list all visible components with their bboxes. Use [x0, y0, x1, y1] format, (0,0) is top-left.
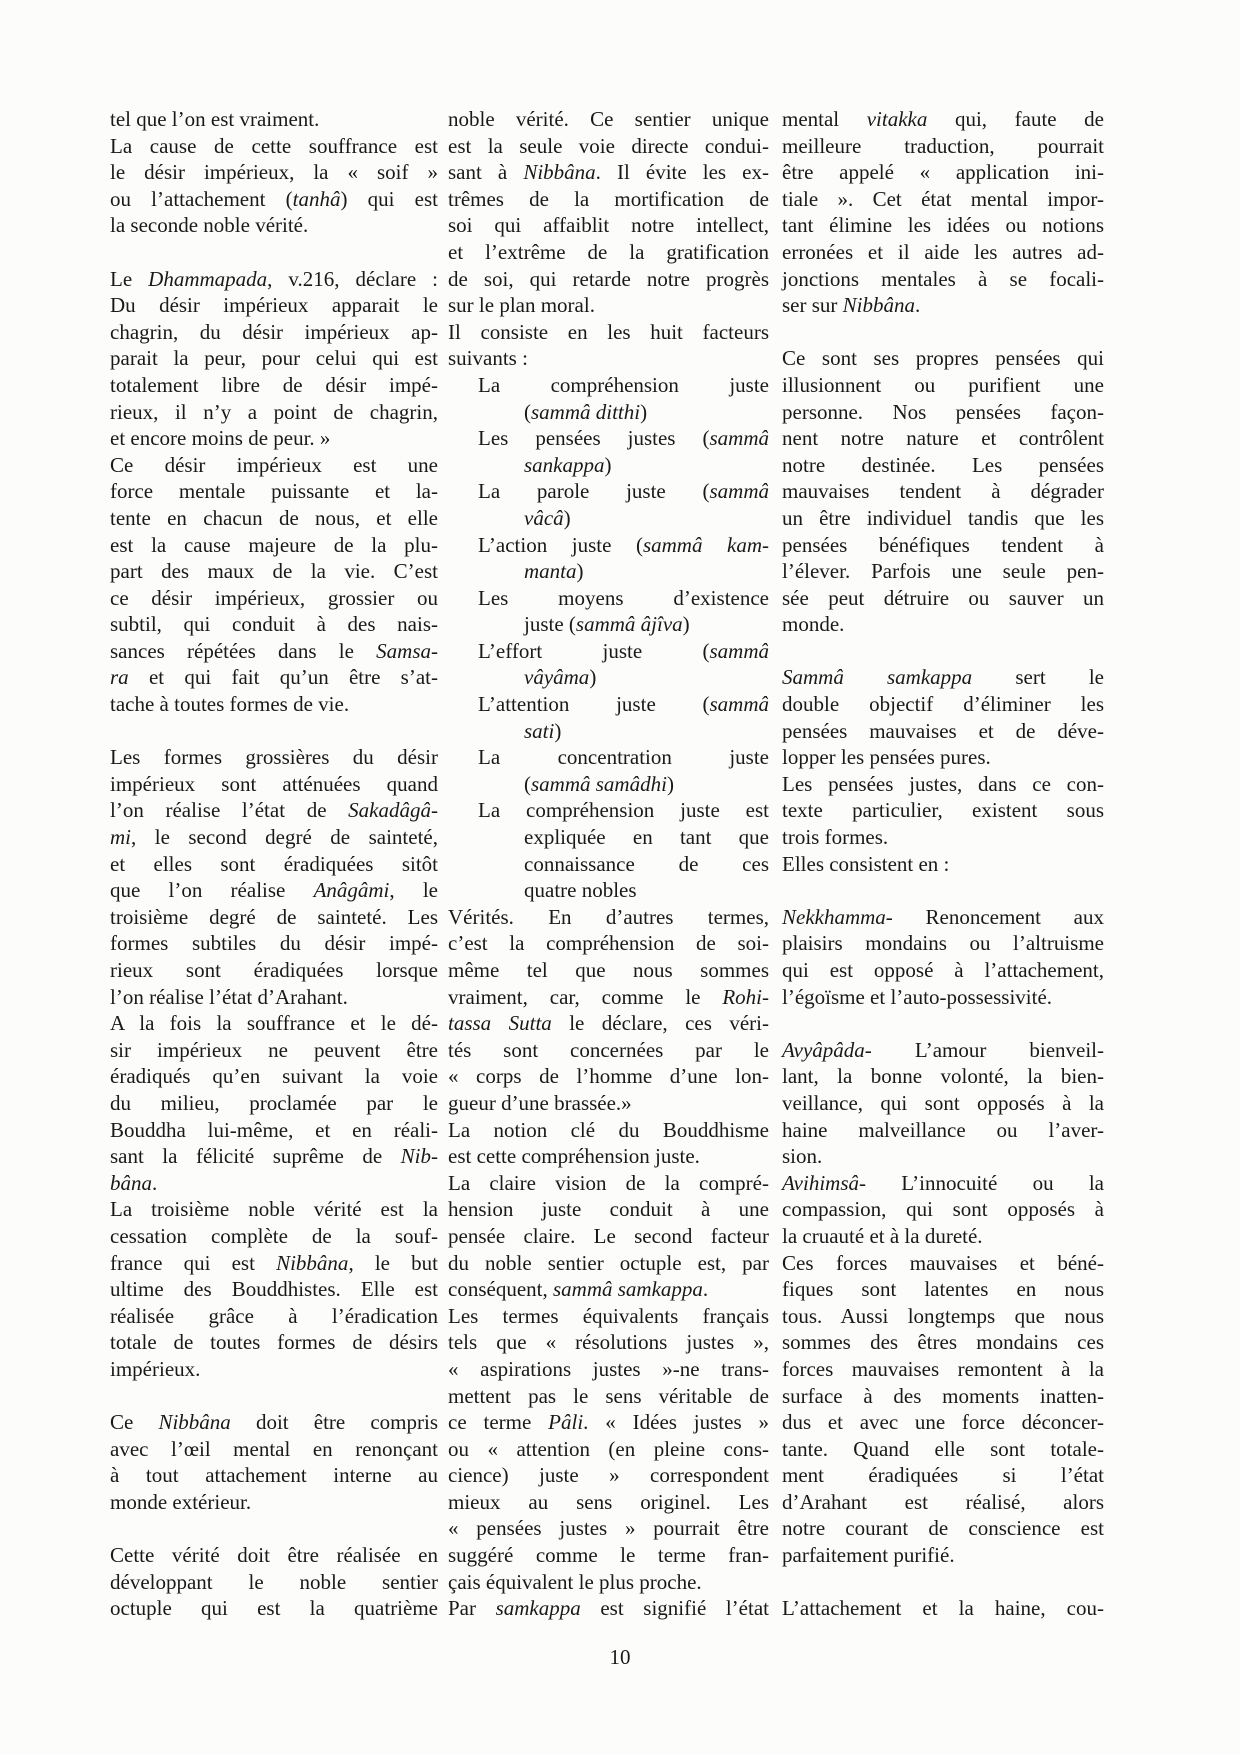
text-line: compassion, qui sont opposés à — [782, 1197, 1104, 1222]
text-line: Avyâpâda- L’amour bienveil- — [782, 1037, 1104, 1062]
text-line: et encore moins de peur. » — [110, 426, 331, 451]
text-line: Par samkappa est signifié l’état — [448, 1596, 769, 1621]
text-line: pensée claire. Le second facteur — [448, 1223, 769, 1248]
text-line: Ce sont ses propres pensées qui — [782, 346, 1104, 371]
text-line: (sammâ samâdhi) — [524, 771, 674, 796]
text-line: sir impérieux ne peuvent être — [110, 1037, 438, 1062]
text-line: La notion clé du Bouddhisme — [448, 1117, 769, 1142]
text-line: ou « attention (en pleine cons- — [448, 1436, 769, 1461]
text-line: troisième degré de sainteté. Les — [110, 904, 438, 929]
text-line: tés sont concernées par le — [448, 1037, 769, 1062]
text-line: Avihimsâ- L’innocuité ou la — [782, 1170, 1104, 1195]
text-line: La cause de cette souffrance est — [110, 133, 438, 158]
text-line: jonctions mentales à se focali- — [782, 266, 1104, 291]
text-line: sankappa) — [524, 452, 612, 477]
text-line: même tel que nous sommes — [448, 958, 769, 982]
text-line: impérieux sont atténuées quand — [110, 771, 438, 796]
text-line: Nekkhamma- Renoncement aux — [782, 904, 1104, 929]
text-line: être appelé « application ini- — [782, 160, 1104, 185]
text-line: plaisirs mondains ou l’altruisme — [782, 931, 1104, 956]
text-line: ser sur Nibbâna. — [782, 293, 921, 318]
text-line: L’attachement et la haine, cou- — [782, 1596, 1104, 1621]
blank-line — [782, 319, 1104, 346]
text-line: Les pensées justes (sammâ — [478, 426, 769, 451]
text-line: Les pensées justes, dans ce con- — [782, 771, 1104, 796]
text-line: que l’on réalise Anâgâmi, le — [110, 878, 438, 903]
text-line: du milieu, proclamée par le — [110, 1090, 438, 1115]
text-line: tente en chacun de nous, et elle — [110, 505, 438, 530]
text-line: L’attention juste (sammâ — [478, 692, 769, 717]
text-line: Il consiste en les huit facteurs — [448, 319, 769, 344]
text-line: dus et avec une force déconcer- — [782, 1410, 1104, 1435]
text-line: l’on réalise l’état d’Arahant. — [110, 984, 348, 1009]
text-line: erronées et il aide les autres ad- — [782, 239, 1104, 264]
text-line: mieux au sens originel. Les — [448, 1489, 769, 1514]
text-column-right — [782, 106, 1104, 1622]
text-line: L’action juste (sammâ kam- — [478, 532, 770, 557]
text-line: monde extérieur. — [110, 1489, 252, 1514]
text-line: sant à Nibbâna. Il évite les ex- — [448, 160, 769, 185]
text-line: et l’extrême de la gratification — [448, 239, 769, 264]
text-line: haine malveillance ou l’aver- — [782, 1117, 1104, 1142]
text-line: soi qui affaiblit notre intellect, — [448, 213, 769, 238]
text-line: surface à des moments inatten- — [782, 1383, 1104, 1408]
text-line: c’est la compréhension de soi- — [448, 931, 769, 956]
text-line: tant élimine les idées ou notions — [782, 213, 1104, 238]
text-line: Les formes grossières du désir — [110, 745, 438, 770]
text-line: (sammâ ditthi) — [524, 399, 648, 424]
text-line: suivants : — [448, 346, 528, 371]
text-line: notre destinée. Les pensées — [782, 452, 1104, 477]
text-line: réalisée grâce à l’éradication — [110, 1303, 438, 1328]
text-column-left — [110, 106, 438, 1622]
text-line: mental vitakka qui, faute de — [782, 107, 1104, 131]
text-line: cessation complète de la souf- — [110, 1223, 438, 1248]
text-line: est la cause majeure de la plu- — [110, 532, 438, 557]
text-line: fiques sont latentes en nous — [782, 1277, 1104, 1302]
text-line: tels que « résolutions justes », — [448, 1330, 769, 1355]
text-line: ra et qui fait qu’un être s’at- — [110, 665, 438, 690]
text-line: éradiqués qu’en suivant la voie — [110, 1064, 438, 1089]
text-line: d’Arahant est réalisé, alors — [782, 1489, 1104, 1514]
text-line: totale de toutes formes de désirs — [110, 1330, 438, 1355]
text-line: forces mauvaises remontent à la — [782, 1356, 1104, 1381]
text-line: tache à toutes formes de vie. — [110, 692, 350, 717]
text-line: un être individuel tandis que les — [782, 505, 1104, 530]
text-line: nent notre nature et contrôlent — [782, 426, 1104, 451]
text-line: vraiment, car, comme le Rohi- — [448, 984, 769, 1009]
text-line: tassa Sutta le déclare, ces véri- — [448, 1011, 769, 1036]
text-line: tel que l’on est vraiment. — [110, 107, 320, 131]
text-line: ultime des Bouddhistes. Elle est — [110, 1277, 438, 1302]
text-line: l’on réalise l’état de Sakadâgâ- — [110, 798, 438, 823]
text-line: expliquée en tant que — [524, 825, 769, 850]
text-line: le désir impérieux, la « soif » — [110, 160, 438, 185]
text-line: double objectif d’éliminer les — [782, 692, 1104, 717]
text-line: hension juste conduit à une — [448, 1197, 769, 1222]
text-line: ou l’attachement (tanhâ) qui est — [110, 186, 439, 211]
blank-line — [110, 718, 438, 745]
text-line: veillance, qui sont opposés à la — [782, 1090, 1104, 1115]
text-line: Bouddha lui-même, et en réali- — [110, 1117, 438, 1142]
text-line: totalement libre de désir impé- — [110, 372, 438, 397]
text-line: manta) — [524, 559, 584, 584]
text-line: mauvaises tendent à dégrader — [782, 479, 1104, 504]
text-line: sur le plan moral. — [448, 293, 595, 318]
text-line: gueur d’une brassée.» — [448, 1090, 632, 1115]
text-line: parait la peur, pour celui qui est — [110, 346, 438, 371]
text-line: Cette vérité doit être réalisée en — [110, 1543, 438, 1568]
text-line: chagrin, du désir impérieux ap- — [110, 319, 438, 344]
text-line: lopper les pensées pures. — [782, 745, 991, 770]
text-line: sances répétées dans le Samsa- — [110, 638, 438, 663]
text-line: parfaitement purifié. — [782, 1543, 955, 1568]
text-line: bâna. — [110, 1170, 158, 1195]
text-line: quatre nobles — [524, 878, 637, 903]
blank-line — [110, 1515, 438, 1542]
text-line: suggéré comme le terme fran- — [448, 1543, 769, 1568]
text-line: La compréhension juste est — [478, 798, 769, 823]
text-line: force mentale puissante et la- — [110, 479, 438, 504]
text-line: A la fois la souffrance et le dé- — [110, 1011, 438, 1036]
text-line: Du désir impérieux apparait le — [110, 293, 438, 318]
text-line: l’égoïsme et l’auto-possessivité. — [782, 984, 1053, 1009]
text-line: part des maux de la vie. C’est — [110, 559, 438, 584]
text-column-middle — [448, 106, 769, 1622]
text-line: La compréhension juste — [478, 372, 769, 397]
text-line: l’élever. Parfois une seule pen- — [782, 559, 1104, 584]
text-line: monde. — [782, 612, 845, 637]
blank-line — [110, 1383, 438, 1410]
text-line: texte particulier, existent sous — [782, 798, 1104, 823]
text-line: cience) juste » correspondent — [448, 1463, 769, 1488]
text-line: conséquent, sammâ samkappa. — [448, 1277, 709, 1302]
text-line: Ce Nibbâna doit être compris — [110, 1410, 439, 1435]
text-line: illusionnent ou purifient une — [782, 372, 1104, 397]
text-line: çais équivalent le plus proche. — [448, 1569, 702, 1594]
text-line: Le Dhammapada, v.216, déclare : — [110, 266, 438, 291]
text-line: La concentration juste — [478, 745, 769, 770]
text-line: sion. — [782, 1144, 823, 1169]
text-line: « aspirations justes »-ne trans- — [448, 1356, 769, 1381]
text-line: tiale ». Cet état mental impor- — [782, 186, 1104, 211]
text-line: mettent pas le sens véritable de — [448, 1383, 769, 1408]
text-line: lant, la bonne volonté, la bien- — [782, 1064, 1104, 1089]
text-line: juste (sammâ âjîva) — [524, 612, 690, 637]
text-line: Elles consistent en : — [782, 851, 950, 876]
text-line: personne. Nos pensées façon- — [782, 399, 1104, 424]
text-line: est la seule voie directe condui- — [448, 133, 769, 158]
text-line: sant la félicité suprême de Nib- — [110, 1144, 438, 1169]
text-line: ment éradiquées si l’état — [782, 1463, 1104, 1488]
text-line: rieux, il n’y a point de chagrin, — [110, 399, 438, 424]
text-line: à tout attachement interne au — [110, 1463, 438, 1488]
text-line: sati) — [524, 718, 562, 743]
text-line: noble vérité. Ce sentier unique — [448, 107, 769, 131]
text-line: la seconde noble vérité. — [110, 213, 309, 238]
blank-line — [782, 1010, 1104, 1037]
text-line: Ce désir impérieux est une — [110, 452, 438, 477]
blank-line — [110, 239, 438, 266]
text-line: mi, le second degré de sainteté, — [110, 825, 438, 850]
blank-line — [782, 877, 1104, 904]
text-line: sommes des êtres mondains ces — [782, 1330, 1104, 1355]
text-line: Vérités. En d’autres termes, — [448, 904, 769, 929]
text-line: de soi, qui retarde notre progrès — [448, 266, 769, 291]
text-line: Sammâ samkappa sert le — [782, 665, 1104, 690]
text-line: sée peut détruire ou sauver un — [782, 585, 1104, 610]
text-line: développant le noble sentier — [110, 1569, 438, 1594]
text-line: tous. Aussi longtemps que nous — [782, 1303, 1104, 1328]
text-line: « pensées justes » pourrait être — [448, 1516, 769, 1541]
page-number: 10 — [609, 1645, 631, 1669]
text-line: france qui est Nibbâna, le but — [110, 1250, 438, 1275]
text-line: impérieux. — [110, 1356, 201, 1381]
text-line: La claire vision de la compré- — [448, 1170, 769, 1195]
text-line: ce terme Pâli. « Idées justes » — [448, 1410, 769, 1435]
text-line: meilleure traduction, pourrait — [782, 133, 1104, 158]
text-line: vâcâ) — [524, 505, 571, 530]
text-line: pensées mauvaises et de déve- — [782, 718, 1104, 743]
text-line: Ces forces mauvaises et béné- — [782, 1250, 1104, 1275]
text-line: pensées bénéfiques tendent à — [782, 532, 1104, 557]
text-line: avec l’œil mental en renonçant — [110, 1436, 438, 1461]
text-line: notre courant de conscience est — [782, 1516, 1104, 1541]
blank-line — [782, 1569, 1104, 1596]
text-line: Les termes équivalents français — [448, 1303, 769, 1328]
text-line: connaissance de ces — [524, 851, 769, 876]
blank-line — [782, 638, 1104, 665]
text-line: subtil, qui conduit à des nais- — [110, 612, 438, 637]
text-line: La troisième noble vérité est la — [110, 1197, 438, 1222]
text-line: « corps de l’homme d’une lon- — [448, 1064, 769, 1089]
text-line: ce désir impérieux, grossier ou — [110, 585, 438, 610]
text-line: La parole juste (sammâ — [478, 479, 769, 504]
text-line: trêmes de la mortification de — [448, 186, 769, 211]
text-line: et elles sont éradiquées sitôt — [110, 851, 438, 876]
text-line: octuple qui est la quatrième — [110, 1596, 438, 1621]
text-line: tante. Quand elle sont totale- — [782, 1436, 1104, 1461]
text-line: vâyâma) — [524, 665, 597, 690]
text-line: la cruauté et à la dureté. — [782, 1223, 983, 1248]
text-line: L’effort juste (sammâ — [478, 638, 769, 663]
text-line: formes subtiles du désir impé- — [110, 931, 438, 956]
text-line: du noble sentier octuple est, par — [448, 1250, 769, 1275]
text-line: rieux sont éradiquées lorsque — [110, 958, 438, 982]
text-line: qui est opposé à l’attachement, — [782, 958, 1104, 982]
text-line: est cette compréhension juste. — [448, 1144, 700, 1169]
text-line: trois formes. — [782, 825, 889, 850]
text-line: Les moyens d’existence — [478, 585, 769, 610]
